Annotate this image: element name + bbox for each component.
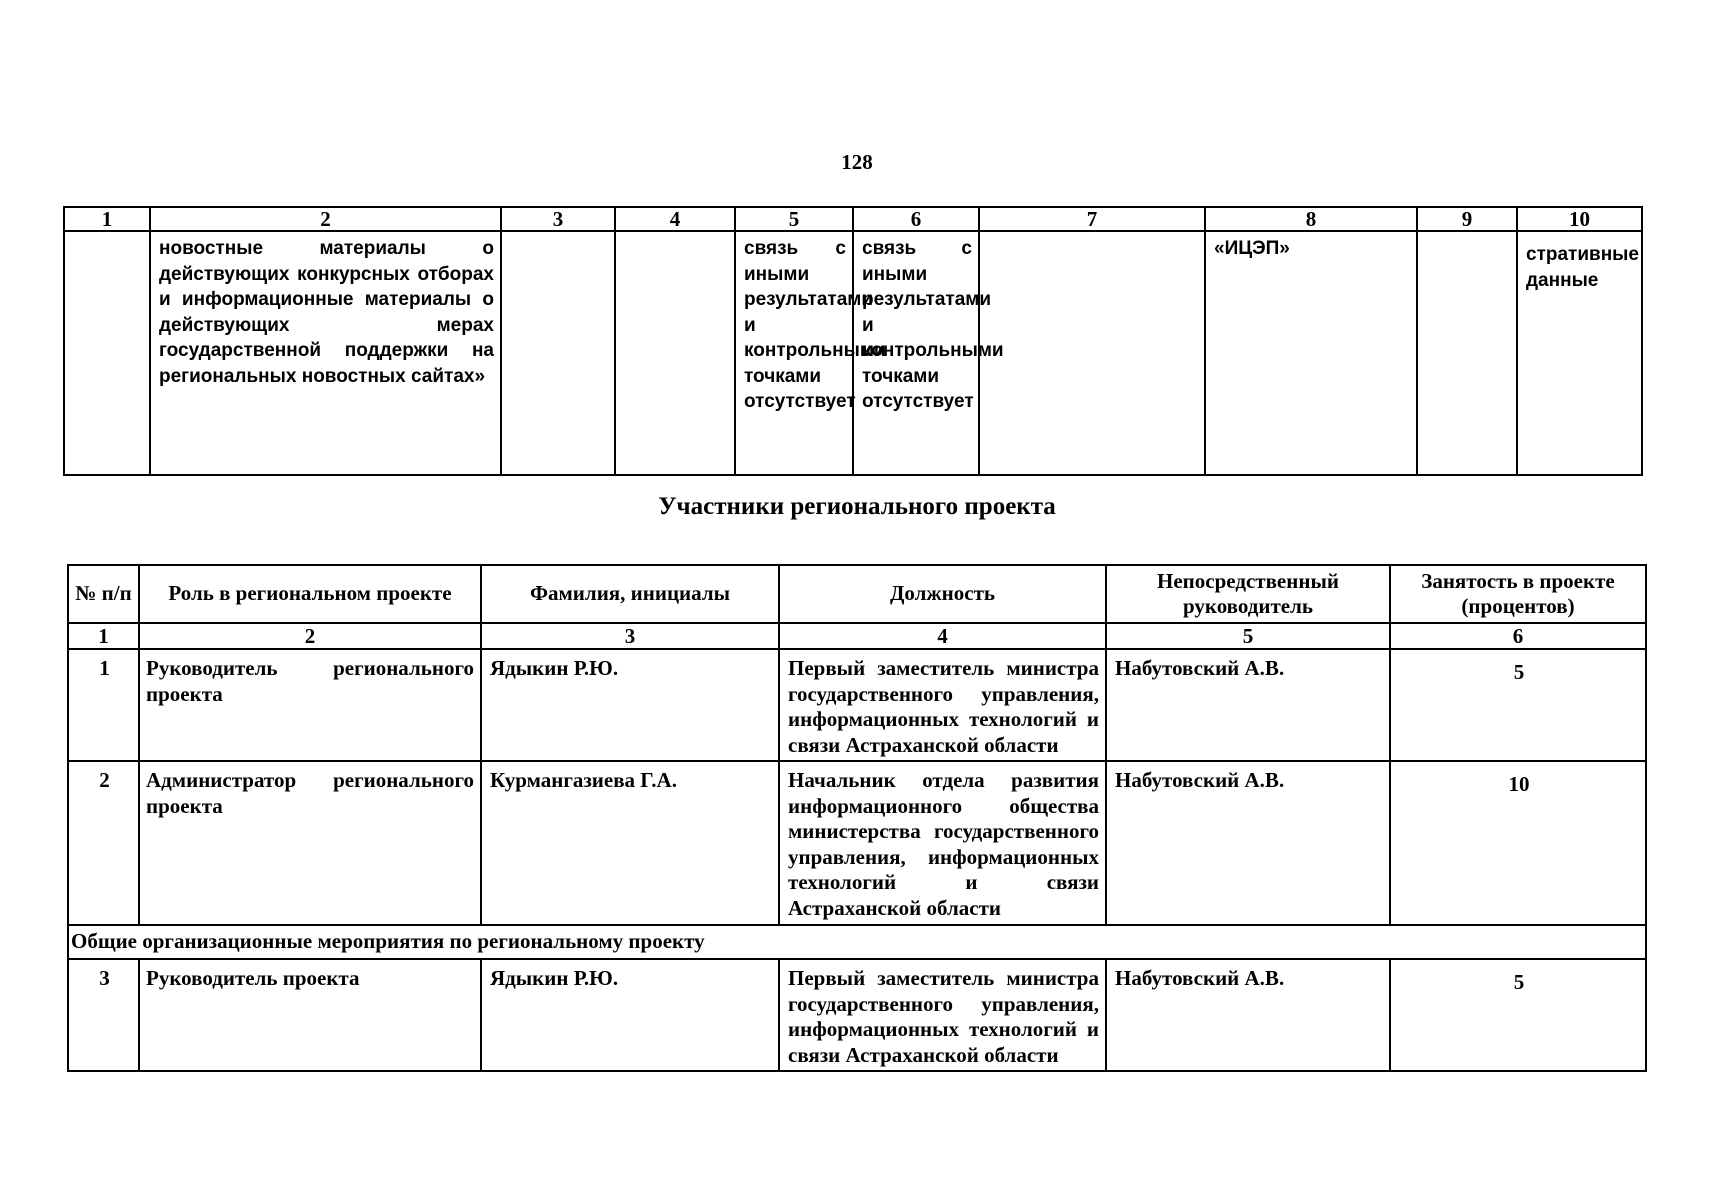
column-number: 6 [853,207,979,231]
supervisor-cell: Набутовский А.В. [1106,959,1390,1071]
header-cell: Фамилия, инициалы [481,565,779,623]
section-row [68,925,1646,959]
cell-empty [64,231,150,475]
header-number: 5 [1106,623,1390,649]
cell-empty [979,231,1205,475]
cell-organization: «ИЦЭП» [1205,231,1417,475]
supervisor-cell: Набутовский А.В. [1106,649,1390,761]
header-number: 3 [481,623,779,649]
section-label: Общие организационные мероприятия по региональному проекту [68,925,1646,959]
section-title: Участники регионального проекта [658,493,1056,520]
table-row [64,231,1642,475]
name-cell: Ядыкин Р.Ю. [481,649,779,761]
cell-relation: связь с иными результатами и контрольными точками отсутствует [735,231,853,475]
column-number: 1 [64,207,150,231]
header-cell: № п/п [68,565,139,623]
cell-data-source: стративные данные [1517,231,1642,475]
position-cell: Первый заместитель министра государственного управления, информационных технологий и связи Астраханской области [779,649,1106,761]
table-row [68,959,1646,1071]
row-number: 3 [68,959,139,1071]
column-number: 8 [1205,207,1417,231]
column-number: 5 [735,207,853,231]
column-number: 10 [1517,207,1642,231]
cell-description: новостные материалы о действующих конкурсных отборах и информационные материалы о действующих мерах государственной поддержки на региональных новостных сайтах» [150,231,501,475]
position-cell: Начальник отдела развития информационного общества министерства государственного управления, информационных технологий и связи Астраханской области [779,761,1106,925]
header-number: 6 [1390,623,1646,649]
participants-table [67,564,1647,1072]
name-cell: Ядыкин Р.Ю. [481,959,779,1071]
table-row [68,761,1646,925]
role-cell: Руководитель проекта [139,959,481,1071]
continuation-table [63,206,1643,476]
header-number: 2 [139,623,481,649]
header-cell: Роль в региональном проекте [139,565,481,623]
position-cell: Первый заместитель министра государственного управления, информационных технологий и связи Астраханской области [779,959,1106,1071]
header-number: 4 [779,623,1106,649]
row-number: 2 [68,761,139,925]
name-cell: Курмангазиева Г.А. [481,761,779,925]
cell-empty [501,231,615,475]
header-cell: Должность [779,565,1106,623]
employment-cell: 10 [1390,761,1646,925]
header-number-row [68,623,1646,649]
column-number-row [64,207,1642,231]
cell-relation: связь с иными результатами и контрольными точками отсутствует [853,231,979,475]
cell-empty [615,231,735,475]
role-cell: Администратор регионального проекта [139,761,481,925]
header-cell: Непосредственный руководитель [1106,565,1390,623]
supervisor-cell: Набутовский А.В. [1106,761,1390,925]
table-row [68,649,1646,761]
column-number: 9 [1417,207,1517,231]
column-number: 7 [979,207,1205,231]
role-cell: Руководитель регионального проекта [139,649,481,761]
page-number: 128 [841,150,873,174]
employment-cell: 5 [1390,959,1646,1071]
column-number: 4 [615,207,735,231]
column-number: 2 [150,207,501,231]
cell-empty [1417,231,1517,475]
header-number: 1 [68,623,139,649]
column-number: 3 [501,207,615,231]
header-row [68,565,1646,623]
employment-cell: 5 [1390,649,1646,761]
row-number: 1 [68,649,139,761]
header-cell: Занятость в проекте (процентов) [1390,565,1646,623]
